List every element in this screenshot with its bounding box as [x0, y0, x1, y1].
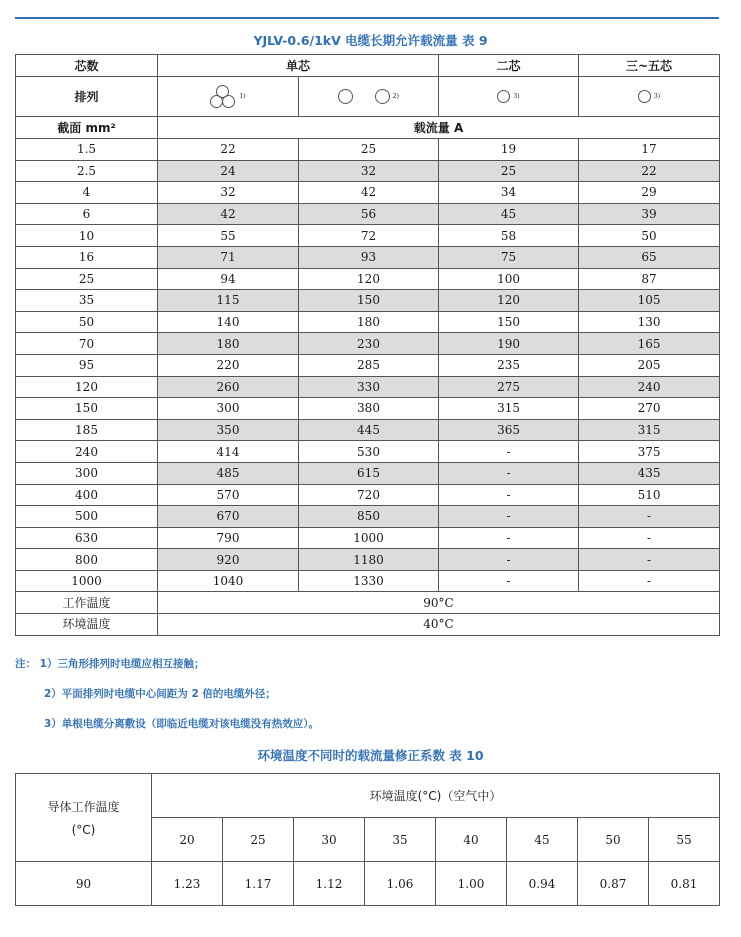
table-row — [16, 506, 720, 528]
cross-section-cell: 1.5 — [16, 139, 158, 161]
ampacity-cell: 330 — [299, 376, 439, 398]
note-ref-3b: 3) — [653, 92, 661, 100]
three-five-core-header: 三~五芯 — [579, 55, 720, 77]
ampacity-cell: 24 — [158, 160, 299, 182]
table-row — [16, 398, 720, 420]
ampacity-cell: 220 — [158, 354, 299, 376]
conductor-temp-header — [16, 774, 152, 862]
ampacity-cell: 380 — [299, 398, 439, 420]
work-temp-label: 工作温度 — [16, 592, 158, 614]
two-core-arrangement-cell — [439, 77, 579, 117]
ampacity-cell: 93 — [299, 246, 439, 268]
ampacity-cell: 300 — [158, 398, 299, 420]
ampacity-cell: 235 — [439, 354, 579, 376]
cross-section-cell: 120 — [16, 376, 158, 398]
table9-title: YJLV-0.6/1kV 电缆长期允许载流量 表 9 — [253, 33, 488, 48]
cross-section-cell: 10 — [16, 225, 158, 247]
ampacity-cell: 720 — [299, 484, 439, 506]
flat-cable-icon-a — [338, 89, 353, 104]
flat-arrangement-cell — [299, 77, 439, 117]
two-core-header: 二芯 — [439, 55, 579, 77]
ambient-temp-cell: 30 — [294, 818, 365, 862]
ampacity-cell: 920 — [158, 549, 299, 571]
note-ref-3: 3) — [513, 92, 520, 100]
ampacity-cell: 115 — [158, 290, 299, 312]
cross-section-cell: 70 — [16, 333, 158, 355]
ampacity-cell: 180 — [299, 311, 439, 333]
ampacity-cell: 22 — [579, 160, 720, 182]
cross-section-cell: 95 — [16, 354, 158, 376]
ampacity-cell: 670 — [158, 506, 299, 528]
work-temp-row — [16, 592, 720, 614]
ampacity-cell: 315 — [579, 419, 720, 441]
correction-factor-cell: 1.23 — [152, 862, 223, 906]
conductor-temp-value: 90 — [16, 862, 152, 906]
ampacity-cell: 570 — [158, 484, 299, 506]
ampacity-cell: 56 — [299, 203, 439, 225]
cores-header: 芯数 — [16, 55, 158, 77]
cross-section-cell: 6 — [16, 203, 158, 225]
ampacity-cell: 42 — [158, 203, 299, 225]
top-rule — [15, 17, 719, 19]
ambient-temp-cell: 25 — [223, 818, 294, 862]
ampacity-cell: 17 — [579, 139, 720, 161]
single-cable-icon — [638, 90, 651, 103]
correction-factor-table — [15, 773, 720, 906]
ampacity-cell: 87 — [579, 268, 720, 290]
table-row — [16, 182, 720, 204]
ampacity-cell: - — [439, 527, 579, 549]
cross-section-cell: 500 — [16, 506, 158, 528]
ampacity-cell: 42 — [299, 182, 439, 204]
table-row — [16, 484, 720, 506]
cross-section-cell: 50 — [16, 311, 158, 333]
correction-factor-cell: 0.87 — [578, 862, 649, 906]
correction-factor-cell: 1.17 — [223, 862, 294, 906]
ambient-temp-cell: 20 — [152, 818, 223, 862]
ampacity-cell: 190 — [439, 333, 579, 355]
ampacity-cell: 29 — [579, 182, 720, 204]
ampacity-cell: 1180 — [299, 549, 439, 571]
table-row — [16, 333, 720, 355]
ampacity-cell: 105 — [579, 290, 720, 312]
correction-factor-cell: 0.94 — [507, 862, 578, 906]
current-capacity-header: 载流量 A — [158, 117, 720, 139]
multi-core-arrangement-cell — [579, 77, 720, 117]
cross-section-cell: 630 — [16, 527, 158, 549]
conductor-temp-header-line2: (°C) — [71, 823, 96, 837]
cross-section-cell: 400 — [16, 484, 158, 506]
table-row — [16, 225, 720, 247]
table-row — [16, 462, 720, 484]
table-row — [16, 549, 720, 571]
cross-section-cell: 1000 — [16, 570, 158, 592]
ambient-temp-value: 40°C — [158, 614, 720, 636]
note-line-3: 3）单根电缆分离敷设（即临近电缆对该电缆没有热效应）。 — [44, 718, 320, 730]
ampacity-cell: 1040 — [158, 570, 299, 592]
table-row — [16, 290, 720, 312]
ampacity-cell: 32 — [158, 182, 299, 204]
cross-section-cell: 800 — [16, 549, 158, 571]
ampacity-cell: 50 — [579, 225, 720, 247]
ampacity-cell: 34 — [439, 182, 579, 204]
table-row — [16, 139, 720, 161]
work-temp-value: 90°C — [158, 592, 720, 614]
table-row — [16, 203, 720, 225]
ampacity-cell: - — [439, 441, 579, 463]
ampacity-cell: 65 — [579, 246, 720, 268]
ampacity-cell: 850 — [299, 506, 439, 528]
note-ref-1: 1) — [239, 92, 246, 100]
ampacity-cell: 1330 — [299, 570, 439, 592]
ampacity-cell: - — [579, 506, 720, 528]
ampacity-cell: 315 — [439, 398, 579, 420]
ampacity-table — [15, 54, 720, 636]
cross-section-cell: 16 — [16, 246, 158, 268]
cross-section-cell: 25 — [16, 268, 158, 290]
ambient-temp-cell: 35 — [365, 818, 436, 862]
table-row — [16, 376, 720, 398]
single-core-header: 单芯 — [158, 55, 439, 77]
ampacity-cell: 510 — [579, 484, 720, 506]
ampacity-cell: 25 — [299, 139, 439, 161]
ambient-temp-cell: 55 — [649, 818, 720, 862]
ampacity-cell: 530 — [299, 441, 439, 463]
table-row — [16, 441, 720, 463]
correction-factor-cell: 0.81 — [649, 862, 720, 906]
ampacity-cell: 260 — [158, 376, 299, 398]
single-cable-icon — [497, 90, 510, 103]
arrangement-label: 排列 — [16, 77, 158, 117]
table-row — [16, 419, 720, 441]
ampacity-cell: 445 — [299, 419, 439, 441]
flat-cable-icon-b — [375, 89, 390, 104]
ampacity-cell: 22 — [158, 139, 299, 161]
correction-factor-cell: 1.12 — [294, 862, 365, 906]
conductor-temp-header-line1: 导体工作温度 — [47, 800, 120, 814]
note-line-2: 2）平面排列时电缆中心间距为 2 倍的电缆外径； — [44, 688, 276, 700]
ambient-temp-header: 环境温度(°C)（空气中） — [152, 774, 720, 818]
ampacity-cell: 375 — [579, 441, 720, 463]
table-row — [16, 354, 720, 376]
ambient-temp-label: 环境温度 — [16, 614, 158, 636]
table-row — [16, 311, 720, 333]
ampacity-cell: 75 — [439, 246, 579, 268]
ampacity-cell: 140 — [158, 311, 299, 333]
ampacity-cell: 45 — [439, 203, 579, 225]
ampacity-cell: - — [439, 549, 579, 571]
table-row — [16, 527, 720, 549]
ampacity-cell: 58 — [439, 225, 579, 247]
ampacity-cell: 150 — [439, 311, 579, 333]
cross-section-cell: 4 — [16, 182, 158, 204]
ampacity-cell: 275 — [439, 376, 579, 398]
cross-section-cell: 300 — [16, 462, 158, 484]
ampacity-cell: - — [579, 570, 720, 592]
ampacity-cell: 350 — [158, 419, 299, 441]
ampacity-cell: 130 — [579, 311, 720, 333]
table-row — [16, 570, 720, 592]
ampacity-cell: 285 — [299, 354, 439, 376]
table-row — [16, 268, 720, 290]
ampacity-cell: 39 — [579, 203, 720, 225]
table10-title: 环境温度不同时的载流量修正系数 表 10 — [257, 748, 484, 763]
ampacity-cell: 180 — [158, 333, 299, 355]
ampacity-cell: 25 — [439, 160, 579, 182]
note-ref-2: 2) — [392, 92, 399, 100]
ampacity-cell: - — [439, 570, 579, 592]
cross-section-cell: 185 — [16, 419, 158, 441]
ampacity-cell: 790 — [158, 527, 299, 549]
ampacity-cell: - — [439, 462, 579, 484]
ampacity-cell: 32 — [299, 160, 439, 182]
ambient-temp-row — [16, 614, 720, 636]
ampacity-cell: 205 — [579, 354, 720, 376]
note-line-1: 注： 1）三角形排列时电缆应相互接触； — [15, 658, 205, 670]
ampacity-cell: 55 — [158, 225, 299, 247]
table-row — [16, 160, 720, 182]
cross-section-cell: 2.5 — [16, 160, 158, 182]
ambient-temp-cell: 40 — [436, 818, 507, 862]
ampacity-cell: 365 — [439, 419, 579, 441]
cross-section-cell: 240 — [16, 441, 158, 463]
ampacity-cell: 120 — [299, 268, 439, 290]
ampacity-cell: 615 — [299, 462, 439, 484]
ampacity-cell: 485 — [158, 462, 299, 484]
correction-factor-cell: 1.00 — [436, 862, 507, 906]
correction-factor-cell: 1.06 — [365, 862, 436, 906]
ampacity-cell: 414 — [158, 441, 299, 463]
ampacity-cell: 1000 — [299, 527, 439, 549]
cross-section-cell: 35 — [16, 290, 158, 312]
ampacity-cell: 270 — [579, 398, 720, 420]
ampacity-cell: 72 — [299, 225, 439, 247]
ampacity-cell: - — [579, 527, 720, 549]
ampacity-cell: - — [439, 506, 579, 528]
cross-section-header: 截面 mm² — [16, 117, 158, 139]
ampacity-cell: 120 — [439, 290, 579, 312]
trefoil-cables-icon — [210, 85, 236, 109]
ampacity-cell: 100 — [439, 268, 579, 290]
ampacity-cell: 435 — [579, 462, 720, 484]
ampacity-cell: 71 — [158, 246, 299, 268]
ampacity-cell: 150 — [299, 290, 439, 312]
ampacity-cell: 240 — [579, 376, 720, 398]
cross-section-cell: 150 — [16, 398, 158, 420]
table-row — [16, 246, 720, 268]
trefoil-arrangement-cell — [158, 77, 299, 117]
ambient-temp-cell: 45 — [507, 818, 578, 862]
ambient-temp-cell: 50 — [578, 818, 649, 862]
ampacity-cell: 165 — [579, 333, 720, 355]
ampacity-cell: 230 — [299, 333, 439, 355]
ampacity-cell: 94 — [158, 268, 299, 290]
ampacity-cell: 19 — [439, 139, 579, 161]
ampacity-cell: - — [579, 549, 720, 571]
ampacity-cell: - — [439, 484, 579, 506]
